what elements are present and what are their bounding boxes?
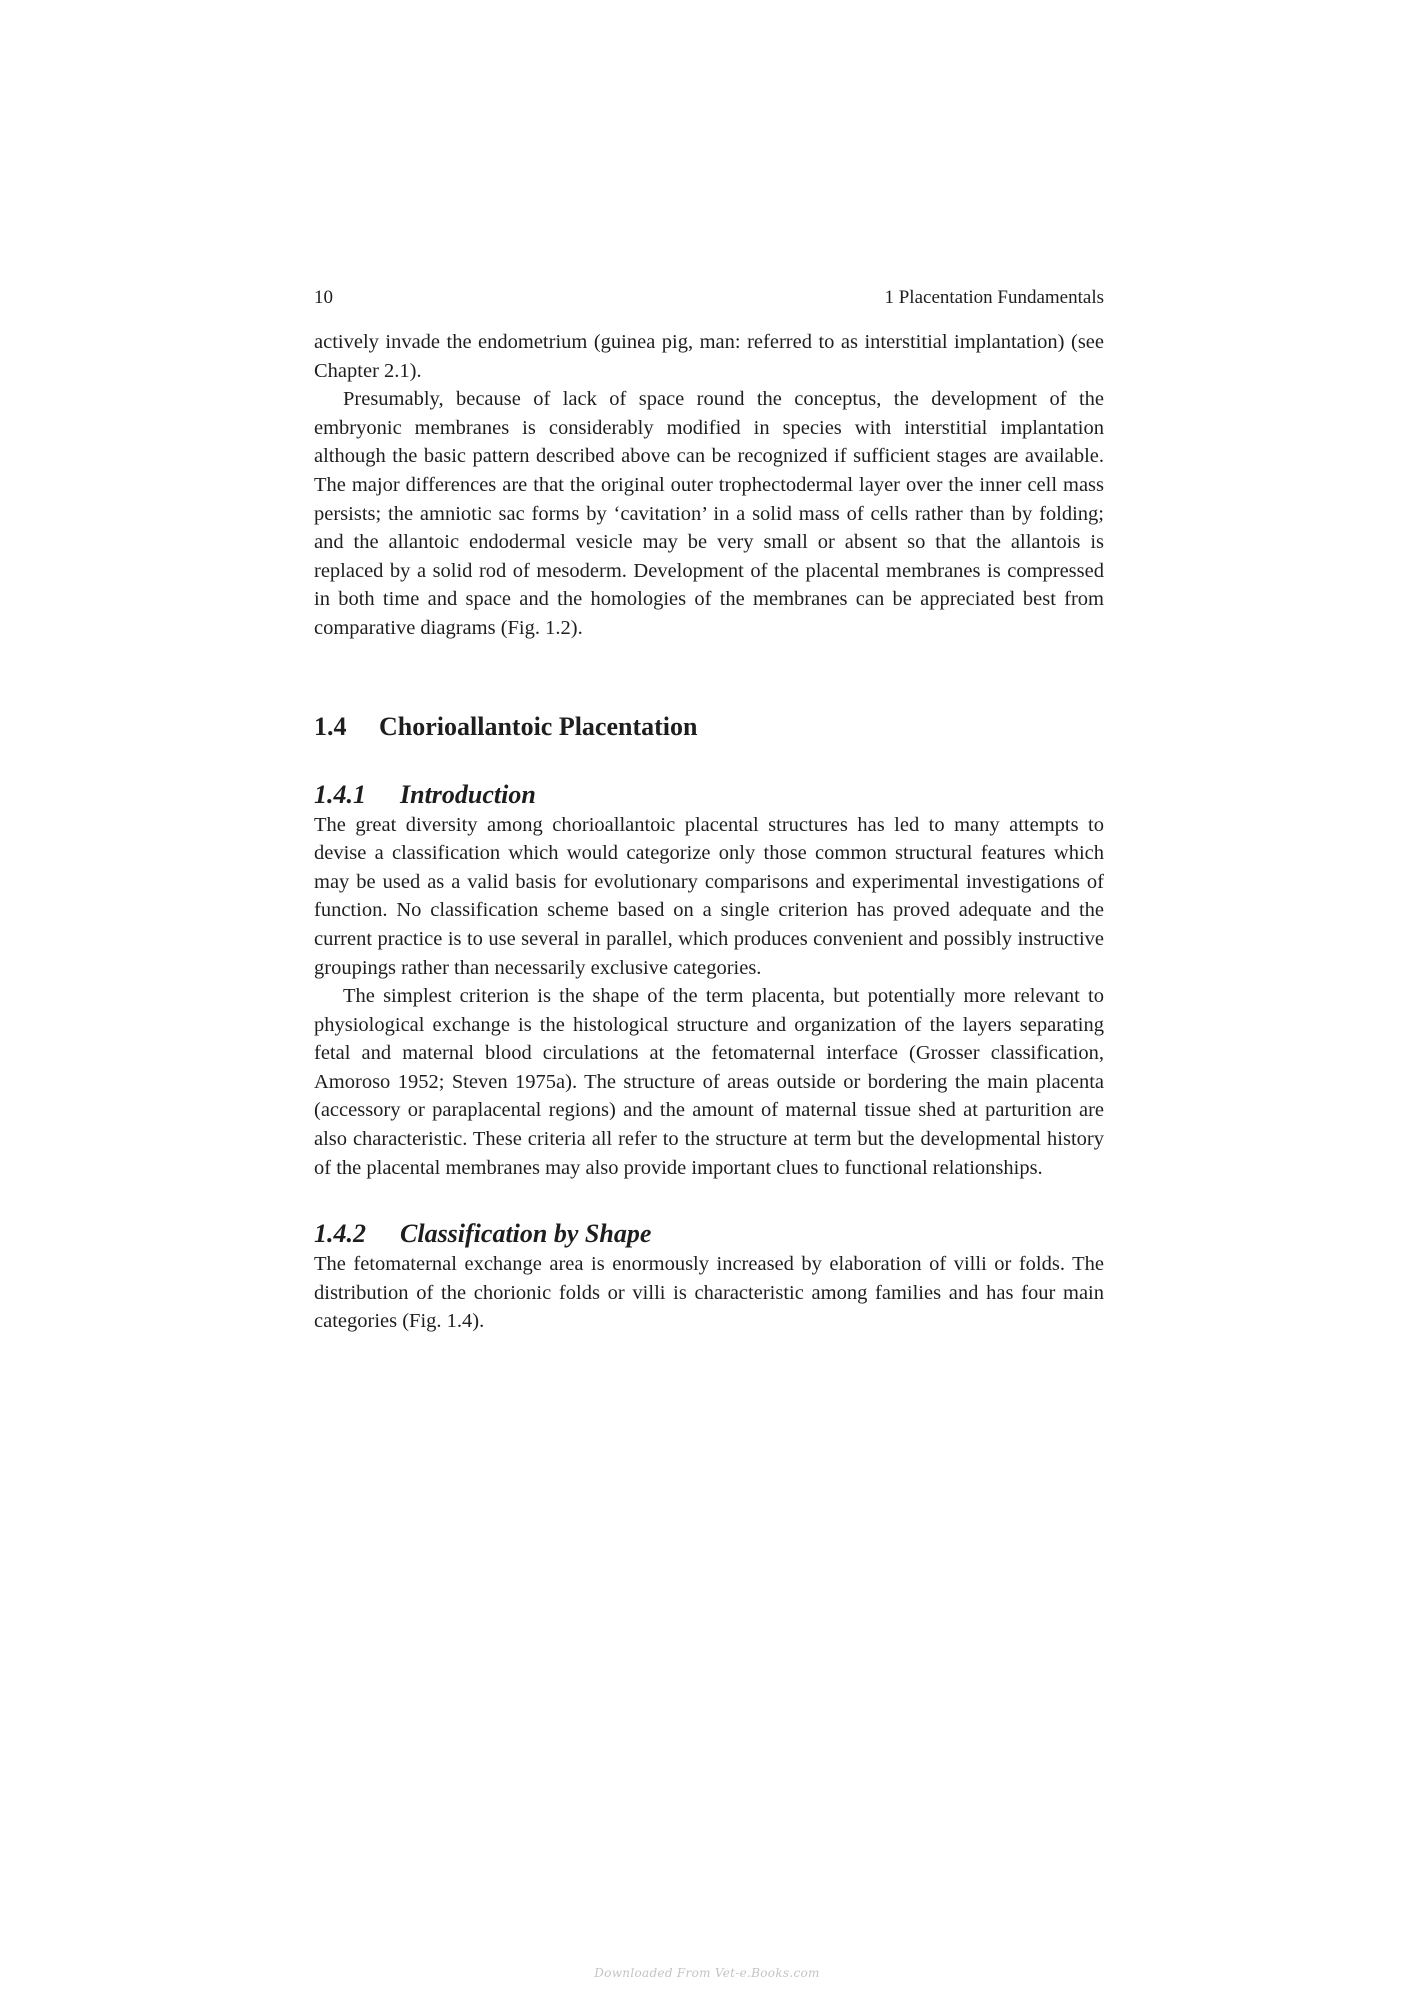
running-title: 1 Placentation Fundamentals (884, 287, 1104, 308)
introduction-paragraph-1: The great diversity among chorioallantoic placental structures has led to many attempts to devise a classification which would categorize only those common structural features which may be used as a valid basis for evolutionary comparisons and experimental investigations of function. No classification scheme based on a single criterion has proved adequate and the current practice is to use several in parallel, which produces convenient and possibly instructive groupings rather than necessarily exclusive categories. (314, 813, 1104, 979)
download-watermark: Downloaded From Vet-e.Books.com (594, 1966, 820, 1980)
page-number: 10 (314, 287, 333, 308)
intro-paragraph-1: actively invade the endometrium (guinea pig, man: referred to as interstitial implantation) (see Chapter 2.1). (314, 331, 1104, 382)
intro-paragraph-2: Presumably, because of lack of space round the conceptus, the development of the embryonic membranes is considerably modified in species with interstitial implantation although the basic pattern described above can be recognized if sufficient stages are available. The major differences are that the original outer trophectodermal layer over the inner cell mass persists; the amniotic sac forms by ‘cavitation’ in a solid mass of cells rather than by folding; and the allantoic endodermal vesicle may be very small or absent so that the allantois is replaced by a solid rod of mesoderm. Development of the placental membranes is compressed in both time and space and the homologies of the membranes can be appreciated best from comparative diagrams (Fig. 1.2). (314, 388, 1104, 639)
body-text (314, 328, 1104, 1336)
subsection-heading-1-4-1 (314, 779, 1104, 811)
section-number: 1.4 (314, 711, 347, 741)
subsection-title: Classification by Shape (400, 1219, 652, 1249)
subsection-number: 1.4.2 (314, 1219, 366, 1249)
book-page (314, 286, 1104, 1336)
introduction-paragraph-2: The simplest criterion is the shape of the term placenta, but potentially more relevant to physiological exchange is the histological structure and organization of the layers separating fetal and maternal blood circulations at the fetomaternal interface (Grosser classification, Amoroso 1952; Steven 1975a). The structure of areas outside or bordering the main placenta (accessory or paraplacental regions) and the amount of maternal tissue shed at parturition are also characteristic. These criteria all refer to the structure at term but the developmental history of the placental membranes may also provide important clues to functional relationships. (314, 985, 1104, 1179)
subsection-number: 1.4.1 (314, 779, 366, 809)
classification-paragraph-1: The fetomaternal exchange area is enormously increased by elaboration of villi or folds. The distribution of the chorionic folds or villi is characteristic among families and has four main categories (Fig. 1.4). (314, 1253, 1104, 1333)
subsection-heading-1-4-2 (314, 1218, 1104, 1250)
subsection-title: Introduction (400, 779, 536, 809)
running-head (314, 286, 1104, 310)
section-title: Chorioallantoic Placentation (379, 711, 698, 741)
section-heading-1-4 (314, 711, 1104, 743)
